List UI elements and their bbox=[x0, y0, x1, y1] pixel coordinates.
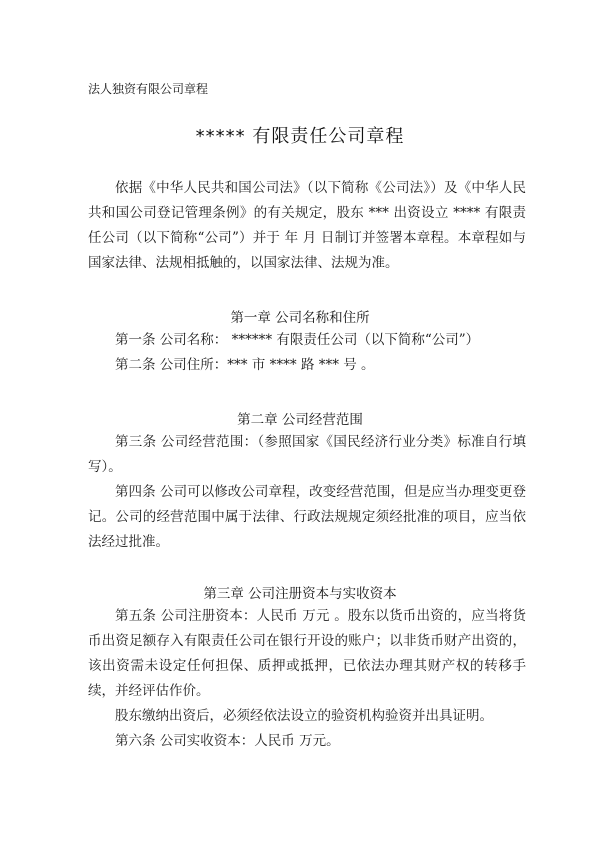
article-4: 第四条 公司可以修改公司章程，改变经营范围，但是应当办理变更登记。公司的经营范围中属于法律、行政法规规定须经批准的项目，应当依法经过批准。 bbox=[88, 484, 526, 550]
chapter-2-body bbox=[88, 430, 526, 555]
chapter-1-body bbox=[88, 328, 526, 378]
capital-verification-paragraph: 股东缴纳出资后，必须经依法设立的验资机构验资并出具证明。 bbox=[115, 708, 493, 724]
article-3: 第三条 公司经营范围：（参照国家《国民经济行业分类》标准自行填写）。 bbox=[88, 434, 526, 475]
document-header: 法人独资有限公司章程 bbox=[88, 82, 209, 96]
document-title: ***** 有限责任公司章程 bbox=[195, 126, 405, 147]
article-2: 第二条 公司住所：*** 市 **** 路 *** 号 。 bbox=[115, 357, 375, 373]
article-5: 第五条 公司注册资本：人民币 万元 。股东以货币出资的，应当将货币出资足额存入有限责任公司在银行开设的账户；以非货币财产出资的，该出资需未设定任何担保、质押或抵押，已依法办理其财产权的转移手续，并经评估作价。 bbox=[88, 608, 526, 699]
chapter-3-body bbox=[88, 604, 526, 754]
article-1: 第一条 公司名称： ****** 有限责任公司（以下简称“公司”） bbox=[115, 332, 480, 348]
chapter-2-title: 第二章 公司经营范围 bbox=[237, 412, 363, 428]
preamble-paragraph: 依据《中华人民共和国公司法》（以下简称《公司法》）及《中华人民共和国公司登记管理条例》的有关规定，股东 *** 出资设立 **** 有限责任公司（以下简称“公司”）并于 年 月 日制订并签署本章程。本章程如与国家法律、法规相抵触的，以国家法律、法规为准。 bbox=[88, 180, 526, 271]
chapter-3-title: 第三章 公司注册资本与实收资本 bbox=[203, 586, 397, 602]
article-6: 第六条 公司实收资本：人民币 万元。 bbox=[115, 733, 340, 749]
chapter-1-title: 第一章 公司名称和住所 bbox=[230, 310, 370, 326]
preamble-block bbox=[88, 176, 526, 276]
